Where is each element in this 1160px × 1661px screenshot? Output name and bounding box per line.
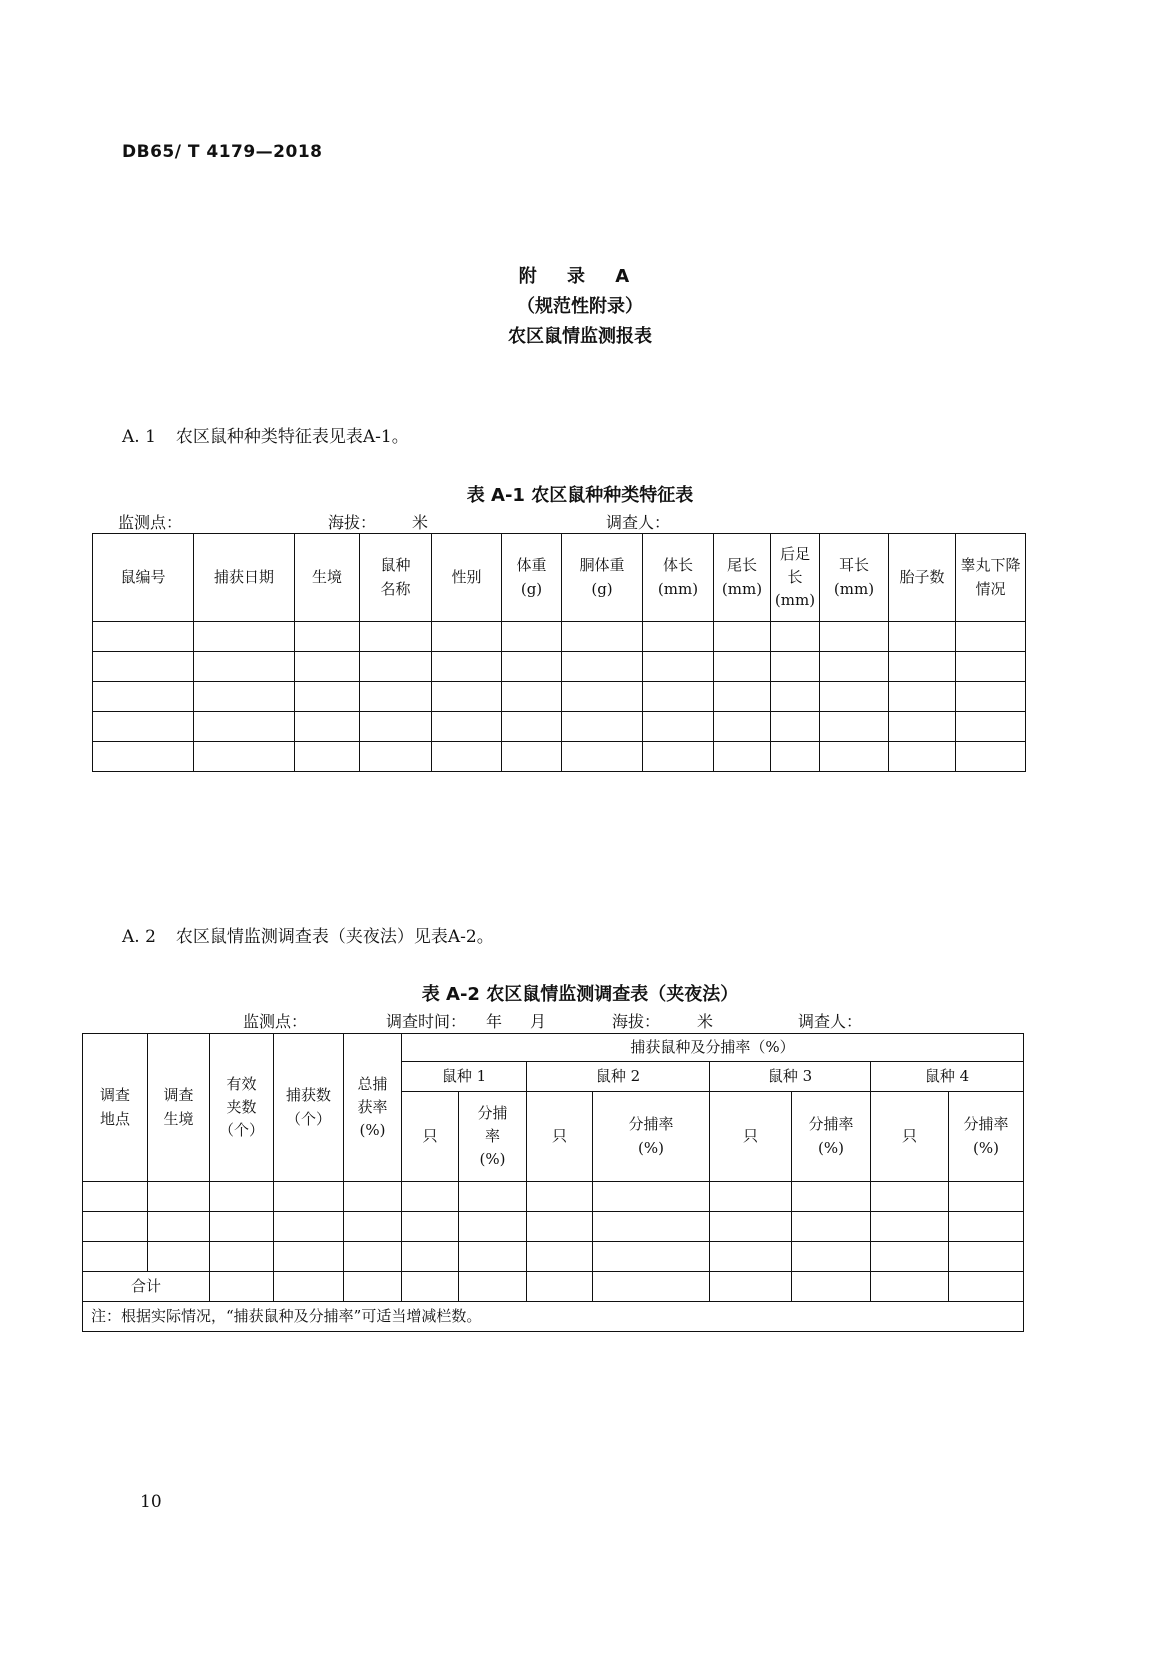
a2-left-header [344,1034,402,1182]
a1-cell [562,682,643,712]
a2-cell [949,1242,1024,1272]
a1-col-header [562,534,643,622]
a1-cell [432,712,502,742]
a1-col-header-text: 名称 [380,579,411,598]
section-a2-heading [122,922,494,947]
a2-rate-header-text: 分捕 [477,1103,508,1122]
a1-cell [295,742,360,772]
a1-col-header [432,534,502,622]
a2-cell [871,1272,949,1302]
a1-col-header [820,534,889,622]
a2-total-label [83,1272,210,1302]
a2-cell [344,1212,402,1242]
a1-cell [820,712,889,742]
a1-cell [956,682,1026,712]
a2-cell [871,1212,949,1242]
a2-cell [344,1272,402,1302]
a2-cell [459,1182,527,1212]
a2-cell [344,1182,402,1212]
a1-col-header-text: 情况 [975,579,1006,598]
a2-group-header-text: 捕获鼠种及分捕率（%） [630,1037,795,1056]
a1-cell [360,742,432,772]
a1-col-header-text: 体长 [662,556,693,575]
a1-investigator-label: 调查人： [606,513,671,532]
a1-cell [432,742,502,772]
a1-col-header-text: (g) [591,579,613,598]
a1-cell [502,682,562,712]
a1-col-header [502,534,562,622]
a1-cell [194,652,295,682]
a2-cell [83,1242,148,1272]
a1-cell [714,712,771,742]
a2-left-header-text: 夹数 [226,1097,257,1116]
a1-cell [562,652,643,682]
a2-cell [344,1242,402,1272]
a2-cell [83,1182,148,1212]
a1-col-header-text: (mm) [721,579,763,598]
a1-cell [889,652,956,682]
a1-cell [714,682,771,712]
page-number: 10 [140,1492,162,1512]
a2-cell [593,1242,710,1272]
a2-count-header-text: 只 [422,1126,438,1145]
a2-investigator-label: 调查人： [798,1012,863,1031]
a2-left-header-text: 捕获数 [285,1086,331,1105]
a2-species-header-text: 鼠种 4 [924,1066,970,1085]
a2-cell [402,1242,459,1272]
a2-left-header-text: (%) [359,1121,386,1140]
section-a2-number: A. 2 [122,927,156,947]
a1-cell [643,682,714,712]
a1-col-header-text: 体重 [516,556,547,575]
a2-total-label-text: 合计 [130,1276,161,1295]
a1-col-header [956,534,1026,622]
a1-data-row [93,652,1026,682]
a2-species-header-text: 鼠种 1 [441,1066,487,1085]
a1-cell [562,742,643,772]
a1-cell [820,652,889,682]
a2-cell [527,1242,593,1272]
section-a2-text: 农区鼠情监测调查表（夹夜法）见表A-2。 [175,927,494,947]
a1-col-header-text: (mm) [774,591,816,610]
appendix-subtitle: （规范性附录） [517,296,643,317]
a2-count-header-text: 只 [742,1126,758,1145]
a2-rate-header-text: (%) [818,1138,844,1157]
a2-cell [710,1242,792,1272]
a1-altitude-unit: 米 [412,513,429,532]
a1-cell [432,622,502,652]
a1-col-header [93,534,194,622]
a2-species-header-text: 鼠种 2 [595,1066,641,1085]
a2-total-row [83,1272,1024,1302]
a2-left-header-text: （个） [218,1121,264,1140]
a1-cell [360,622,432,652]
a2-year-label: 年 [486,1012,503,1031]
a2-rate-header [949,1092,1024,1182]
a1-col-header-text: 睾丸下降 [960,556,1021,575]
a1-cell [295,712,360,742]
a2-rate-header-text: (%) [973,1138,999,1157]
a2-data-row [83,1212,1024,1242]
a2-left-header-text: 调查 [163,1086,194,1105]
a2-rate-header-text: 分捕率 [963,1115,1009,1134]
a1-cell [93,622,194,652]
a2-cell [459,1242,527,1272]
appendix-name: 农区鼠情监测报表 [508,326,652,347]
a1-col-header-text: 长 [787,567,803,586]
a2-cell [710,1212,792,1242]
a2-cell [593,1212,710,1242]
a1-cell [295,652,360,682]
a1-col-header [889,534,956,622]
table-a1 [92,533,1026,772]
a2-cell [274,1212,344,1242]
a2-group-header [402,1034,1024,1062]
a2-rate-header-text: 分捕率 [808,1115,854,1134]
a1-cell [93,712,194,742]
a1-col-header [714,534,771,622]
a2-cell [710,1182,792,1212]
a2-data-row [83,1182,1024,1212]
a2-cell [792,1212,871,1242]
a2-cell [949,1212,1024,1242]
a2-cell [148,1182,210,1212]
a2-species-header-text: 鼠种 3 [767,1066,813,1085]
section-a1-heading [122,422,409,447]
a2-cell [527,1272,593,1302]
a1-cell [956,712,1026,742]
a2-left-header-text: 总捕 [357,1074,388,1093]
a2-altitude-label: 海拔： [612,1012,661,1031]
section-a1-number: A. 1 [122,427,156,447]
a1-data-row [93,712,1026,742]
a2-left-header-text: 获率 [357,1097,388,1116]
a1-col-header [360,534,432,622]
a1-cell [714,622,771,652]
a2-cell [274,1182,344,1212]
a2-cell [402,1212,459,1242]
a2-cell [274,1242,344,1272]
a2-cell [527,1212,593,1242]
a2-altitude-unit: 米 [697,1012,714,1031]
a1-data-row [93,742,1026,772]
a2-rate-header-text: (%) [479,1150,506,1169]
a2-data-row [83,1242,1024,1272]
a1-cell [360,712,432,742]
a2-count-header-text: 只 [551,1126,567,1145]
a1-cell [295,682,360,712]
a2-rate-header [593,1092,710,1182]
a2-count-header [871,1092,949,1182]
a1-cell [93,682,194,712]
a1-cell [771,652,820,682]
a1-cell [889,742,956,772]
a2-cell [210,1212,274,1242]
a1-cell [194,682,295,712]
a1-cell [93,652,194,682]
a2-cell [274,1272,344,1302]
a2-cell [792,1182,871,1212]
a1-cell [771,622,820,652]
a1-cell [771,712,820,742]
a1-col-header-text: 后足 [779,544,810,563]
section-a1-text: 农区鼠种种类特征表见表A-1。 [175,427,409,447]
a1-data-row [93,622,1026,652]
a1-col-header-text: 鼠种 [380,556,411,575]
a1-col-header [771,534,820,622]
a1-col-header-text: 鼠编号 [120,567,166,586]
a2-left-header-text: 地点 [99,1109,130,1128]
a2-cell [402,1182,459,1212]
a2-cell [710,1272,792,1302]
a1-cell [714,742,771,772]
a2-left-header-text: 有效 [226,1074,257,1093]
a2-cell [148,1242,210,1272]
table-a2-caption: 表 A-2 农区鼠情监测调查表（夹夜法） [421,984,739,1005]
a1-col-header-text: 捕获日期 [213,567,274,586]
a1-col-header-text: 耳长 [838,556,869,575]
a1-cell [714,652,771,682]
a2-cell [402,1272,459,1302]
a1-cell [889,712,956,742]
a1-cell [771,742,820,772]
a1-cell [956,742,1026,772]
a2-species-header [527,1062,710,1092]
a1-cell [194,712,295,742]
a1-cell [643,712,714,742]
a1-data-row [93,682,1026,712]
a2-left-header [274,1034,344,1182]
a1-col-header [643,534,714,622]
a2-rate-header-text: (%) [638,1138,664,1157]
a2-rate-header-text: 率 [484,1126,500,1145]
a1-col-header-text: (g) [520,579,543,598]
a2-cell [148,1212,210,1242]
a1-cell [502,742,562,772]
a1-cell [889,682,956,712]
a2-cell [210,1242,274,1272]
a2-left-header [83,1034,148,1182]
a2-note-row [83,1302,1024,1332]
a2-left-header-text: 调查 [99,1086,130,1105]
a2-cell [792,1242,871,1272]
a2-cell [527,1182,593,1212]
a2-cell [593,1272,710,1302]
a1-cell [889,622,956,652]
a2-count-header [710,1092,792,1182]
a1-cell [432,652,502,682]
a1-col-header-text: (mm) [657,579,699,598]
a2-cell [593,1182,710,1212]
appendix-title: 附 录 A [518,266,642,287]
a2-species-header [871,1062,1024,1092]
a2-left-header-text: 生境 [163,1109,194,1128]
a2-month-label: 月 [530,1012,547,1031]
a1-site-label: 监测点： [118,513,183,532]
a2-cell [792,1272,871,1302]
a2-count-header [402,1092,459,1182]
a1-cell [643,622,714,652]
a1-cell [502,652,562,682]
a1-header-row [93,534,1026,622]
a1-cell [295,622,360,652]
a1-cell [643,742,714,772]
a2-time-label: 调查时间： [386,1012,467,1031]
a1-cell [432,682,502,712]
a1-cell [956,622,1026,652]
a2-rate-header-text: 分捕率 [628,1115,674,1134]
a1-col-header [194,534,295,622]
a2-rate-header [459,1092,527,1182]
a1-col-header [295,534,360,622]
a2-count-header-text: 只 [901,1126,917,1145]
table-a1-caption: 表 A-1 农区鼠种种类特征表 [466,485,694,506]
a2-species-header [710,1062,871,1092]
a2-cell [871,1182,949,1212]
a2-cell [210,1272,274,1302]
a2-cell [949,1272,1024,1302]
a2-left-header-text: （个） [285,1109,331,1128]
a1-altitude-label: 海拔： [328,513,377,532]
a2-left-header [210,1034,274,1182]
a2-species-header [402,1062,527,1092]
a1-col-header-text: 胎子数 [899,567,945,586]
a1-cell [562,622,643,652]
a1-cell [562,712,643,742]
a1-col-header-text: (mm) [833,579,875,598]
a2-count-header [527,1092,593,1182]
a2-cell [210,1182,274,1212]
a1-cell [502,712,562,742]
document-number: DB65/ T 4179—2018 [122,142,323,162]
table-a2 [82,1033,1024,1332]
a1-cell [820,682,889,712]
a1-cell [643,652,714,682]
a1-cell [820,742,889,772]
a1-cell [360,652,432,682]
a1-col-header-text: 胴体重 [579,556,625,575]
a1-cell [502,622,562,652]
a2-header-row-1 [83,1034,1024,1062]
a1-cell [771,682,820,712]
a2-note [83,1302,1024,1332]
a1-cell [820,622,889,652]
a1-cell [360,682,432,712]
a2-cell [871,1242,949,1272]
a1-col-header-text: 生境 [311,567,342,586]
a2-note-text: 注：根据实际情况，“捕获鼠种及分捕率”可适当增减栏数。 [91,1306,482,1325]
a2-cell [459,1212,527,1242]
a2-cell [459,1272,527,1302]
a2-left-header [148,1034,210,1182]
a2-cell [949,1182,1024,1212]
a1-cell [93,742,194,772]
a2-site-label: 监测点： [243,1012,308,1031]
a2-cell [83,1212,148,1242]
a2-rate-header [792,1092,871,1182]
a1-cell [956,652,1026,682]
a1-cell [194,742,295,772]
a1-col-header-text: 性别 [451,567,482,586]
a1-cell [194,622,295,652]
a1-col-header-text: 尾长 [726,556,757,575]
